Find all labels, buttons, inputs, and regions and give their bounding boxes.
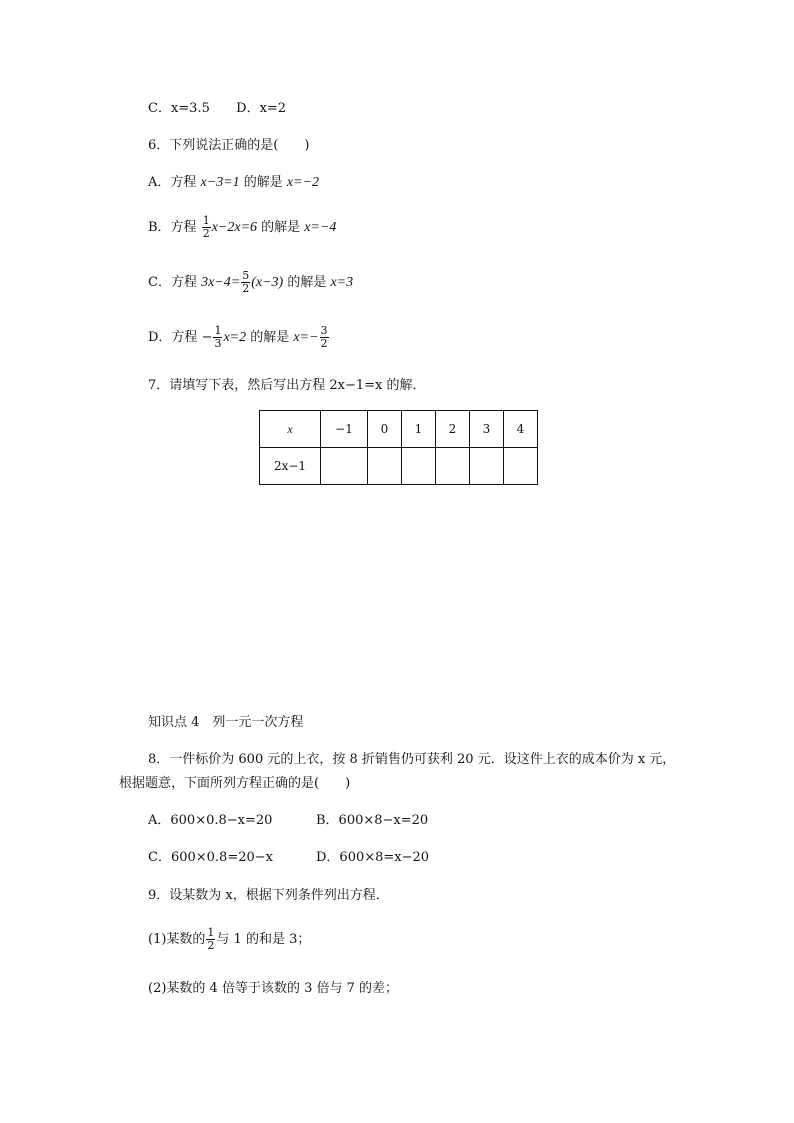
- q6-b-mid: 的解是: [257, 220, 305, 235]
- q8-option-b: B．600×8−x=20: [316, 813, 429, 828]
- q7-stem: 7．请填写下表，然后写出方程 2x−1=x 的解．: [148, 378, 426, 393]
- table-row: [260, 411, 538, 448]
- answer-cell[interactable]: [368, 448, 402, 485]
- q9-p1-frac-num: 1: [207, 926, 215, 939]
- section-heading: 知识点 4 列一元一次方程: [148, 715, 304, 730]
- q6-c-fraction: [241, 270, 250, 295]
- q6-d-equation: x=2: [223, 330, 247, 345]
- q7-value-table: [259, 410, 538, 485]
- q6-d-sol-num: 3: [320, 324, 328, 337]
- q8-option-a: A．600×0.8−x=20: [148, 813, 273, 828]
- q6-b-prefix: B．方程: [148, 220, 201, 235]
- answer-cell[interactable]: [504, 448, 538, 485]
- q9-stem: 9．设某数为 x，根据下列条件列出方程．: [148, 888, 389, 903]
- q6-d-fraction: [213, 325, 222, 350]
- q5-option-c: C．x=3.5: [148, 101, 210, 116]
- q6-c-mid: 的解是: [283, 275, 331, 290]
- q6-d-solution-left: x=−: [293, 330, 319, 345]
- q6-d-prefix: D．方程: [148, 330, 202, 345]
- q6-c-frac-den: 2: [242, 282, 250, 295]
- q6-stem: 6．下列说法正确的是( ): [148, 138, 310, 153]
- q6-option-d: [148, 324, 330, 352]
- answer-cell[interactable]: [470, 448, 504, 485]
- q8-option-d: D．600×8=x−20: [316, 850, 430, 865]
- q6-option-c: [148, 269, 353, 297]
- table-cell: 1: [402, 411, 436, 448]
- q9-p1-frac-den: 2: [207, 939, 215, 952]
- q6-c-solution: x=3: [330, 275, 354, 290]
- table-cell: 2x−1: [260, 448, 321, 485]
- table-cell: 4: [504, 411, 538, 448]
- table-cell: −1: [321, 411, 368, 448]
- answer-cell[interactable]: [402, 448, 436, 485]
- q6-c-eq-left: 3x−4=: [201, 275, 241, 290]
- q8-stem-line2: 根据题意，下面所列方程正确的是( ): [119, 776, 351, 791]
- answer-cell[interactable]: [321, 448, 368, 485]
- q6-d-sol-den: 2: [320, 337, 328, 350]
- q8-option-c: C．600×0.8=20−x: [148, 850, 273, 865]
- q6-c-prefix: C．方程: [148, 275, 202, 290]
- q6-c-eq-right: (x−3): [251, 275, 284, 290]
- table-cell: x: [260, 411, 321, 448]
- q9-p1-fraction: [206, 927, 215, 952]
- q6-a-equation: x−3=1: [200, 175, 240, 190]
- q6-d-solution-fraction: [320, 325, 329, 350]
- q9-part-1: [148, 926, 310, 954]
- q9-p1-suffix: 与 1 的和是 3；: [216, 932, 311, 947]
- q6-b-frac-num: 1: [202, 214, 210, 227]
- q6-b-equation: x−2x=6: [211, 220, 258, 235]
- q9-part-2: (2)某数的 4 倍等于该数的 3 倍与 7 的差；: [148, 981, 399, 996]
- q8-stem-line1: 8．一件标价为 600 元的上衣，按 8 折销售仍可获利 20 元．设这件上衣的成本价为 x 元，: [148, 752, 676, 767]
- q6-option-b: [148, 214, 336, 242]
- q6-option-a: [148, 175, 319, 191]
- table-row: [260, 448, 538, 485]
- answer-cell[interactable]: [436, 448, 470, 485]
- q6-d-neg: −: [201, 330, 213, 345]
- q6-b-fraction: [202, 215, 211, 240]
- q6-a-solution: x=−2: [286, 175, 320, 190]
- q6-d-frac-den: 3: [214, 337, 222, 350]
- q6-a-mid: 的解是: [239, 175, 287, 190]
- q6-b-frac-den: 2: [202, 227, 210, 240]
- q5-option-c-d: [148, 101, 286, 117]
- q5-option-d: D．x=2: [236, 101, 287, 116]
- q6-d-frac-num: 1: [214, 324, 222, 337]
- table-cell: 2: [436, 411, 470, 448]
- q6-a-prefix: A．方程: [148, 175, 201, 190]
- q6-b-solution: x=−4: [304, 220, 337, 235]
- q9-p1-prefix: (1)某数的: [148, 932, 206, 947]
- q6-c-frac-num: 5: [242, 269, 250, 282]
- q6-d-mid: 的解是: [246, 330, 294, 345]
- table-cell: 3: [470, 411, 504, 448]
- table-cell: 0: [368, 411, 402, 448]
